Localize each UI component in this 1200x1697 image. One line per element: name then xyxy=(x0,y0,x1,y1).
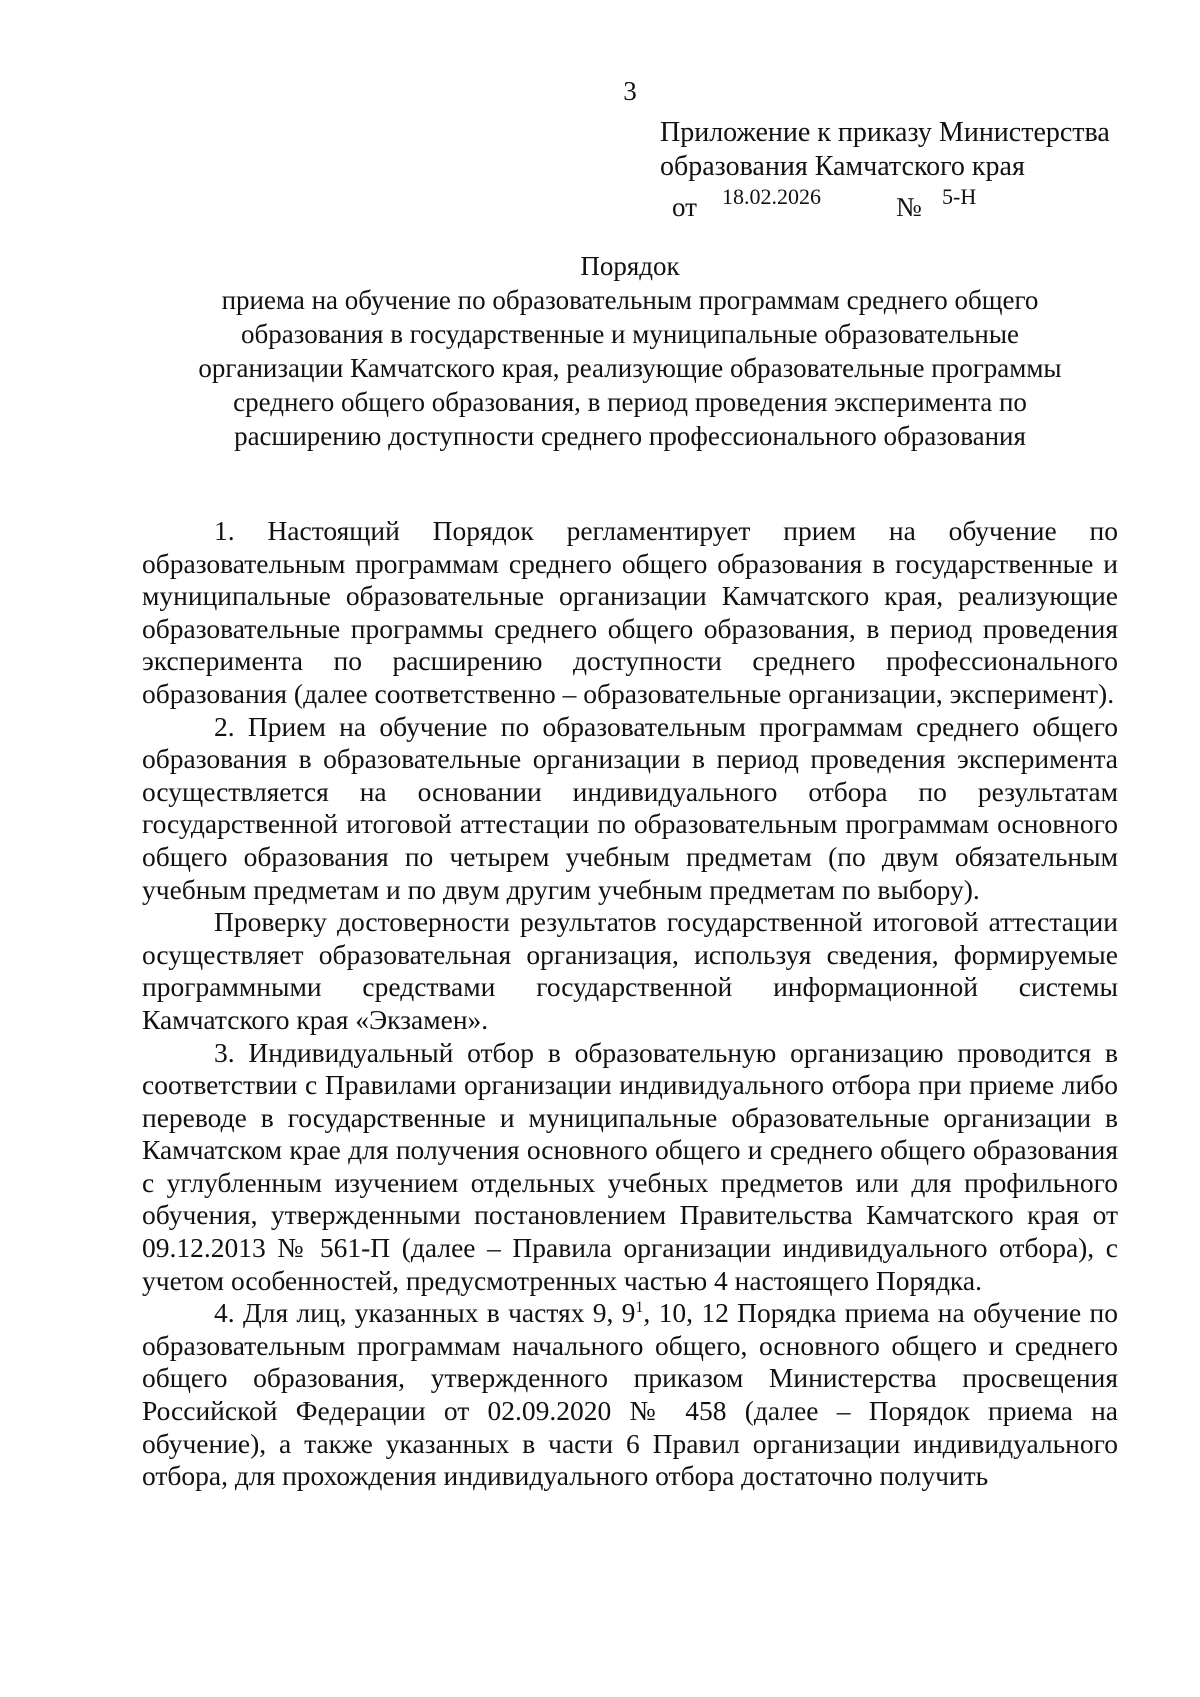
paragraph-4-rest: , 10, 12 Порядка приема на обучение по образовательным программам начального общего, основного общего и среднего общего образования, утвержденного приказом Министерства просвещения Российской Федерации от 02.09.2020 № 458 (далее – Порядок приема на обучение), а также указанных в части 6 Правил организации индивидуального отбора, для прохождения индивидуального отбора достаточно получить xyxy=(142,1297,1118,1492)
title-line: среднего общего образования, в период проведения эксперимента по xyxy=(233,387,1027,417)
paragraph-3: 3. Индивидуальный отбор в образовательную организацию проводится в соответствии с Правилами организации индивидуального отбора при приеме либо переводе в государственные и муниципальные образовательные организации в Камчатском крае для получения основного общего и среднего общего образования с углубленным изучением отдельных учебных предметов или для профильного обучения, утвержденными постановлением Правительства Камчатского края от 09.12.2013 № 561-П (далее – Правила организации индивидуального отбора), с учетом особенностей, предусмотренных частью 4 настоящего Порядка. xyxy=(142,1036,1118,1296)
title-line: организации Камчатского края, реализующие образовательные программы xyxy=(198,353,1062,383)
title-line: расширению доступности среднего профессионального образования xyxy=(234,421,1026,451)
title-line: образования в государственные и муниципальные образовательные xyxy=(241,319,1019,349)
paragraph-4 xyxy=(142,1297,1118,1493)
title-heading: Порядок xyxy=(580,251,680,281)
paragraph-4-start: 4. Для лиц, указанных в частях 9, 9 xyxy=(214,1297,636,1329)
paragraph-2: 2. Прием на обучение по образовательным программам среднего общего образования в образовательные организации в период проведения эксперимента осуществляется на основании индивидуального отбора по результатам государственной итоговой аттестации по образовательным программам основного общего образования по четырем учебным предметам (по двум обязательным учебным предметам и по двум другим учебным предметам по выбору). xyxy=(142,710,1118,905)
appendix-header xyxy=(660,116,1160,222)
order-number: 5-Н xyxy=(942,184,977,209)
order-number-label: № xyxy=(896,192,922,222)
order-reference xyxy=(660,184,1160,222)
paragraph-1: 1. Настоящий Порядок регламентирует прием на обучение по образовательным программам среднего общего образования в государственные и муниципальные образовательные организации Камчатского края, реализующие образовательные программы среднего общего образования, в период проведения эксперимента по расширению доступности среднего профессионального образования (далее соответственно – образовательные организации, эксперимент). xyxy=(142,515,1118,709)
paragraph-2-verification: Проверку достоверности результатов государственной итоговой аттестации осуществляет образовательная организация, используя сведения, формируемые программными средствами государственной информационной системы Камчатского края «Экзамен». xyxy=(142,906,1118,1035)
superscript-one: 1 xyxy=(635,1299,644,1317)
order-date: 18.02.2026 xyxy=(722,184,821,209)
appendix-line-2: образования Камчатского края xyxy=(660,151,1025,182)
order-from-label: от xyxy=(672,192,697,222)
document-body xyxy=(142,515,1118,1493)
appendix-line-1: Приложение к приказу Министерства xyxy=(660,117,1110,148)
document-title xyxy=(130,249,1130,453)
page-number: 3 xyxy=(623,76,637,106)
title-line: приема на обучение по образовательным программам среднего общего xyxy=(221,285,1039,315)
